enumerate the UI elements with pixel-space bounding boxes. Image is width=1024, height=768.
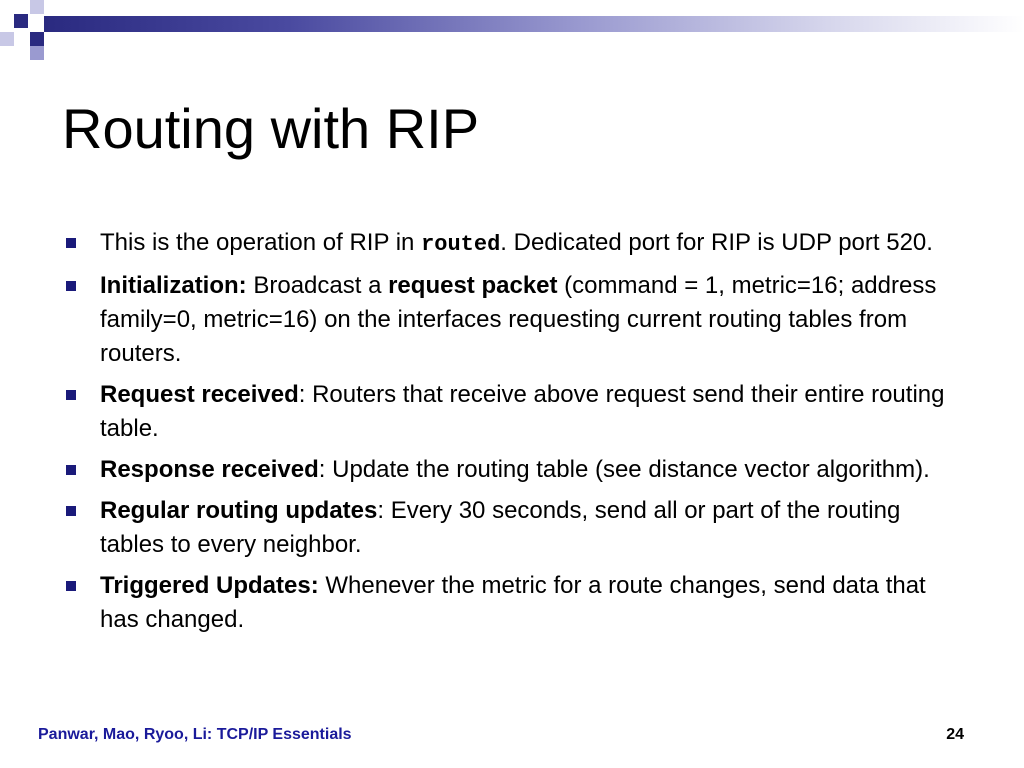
bullet-text: . Dedicated port for RIP is UDP port 520. bbox=[500, 229, 933, 256]
bullet-lead: Response received bbox=[100, 456, 319, 483]
square-bullet-icon bbox=[66, 581, 76, 591]
bullet-text: : Update the routing table (see distance vector algorithm). bbox=[318, 456, 930, 483]
square-bullet-icon bbox=[66, 506, 76, 516]
bullet-item bbox=[60, 569, 970, 637]
square-bullet-icon bbox=[66, 238, 76, 248]
bullet-item bbox=[60, 378, 970, 446]
bullet-text: : Routers that receive above request send their entire routing table. bbox=[100, 381, 945, 442]
slide-title: Routing with RIP bbox=[62, 97, 480, 160]
code-term: routed bbox=[421, 232, 501, 257]
footer-authors: Panwar, Mao, Ryoo, Li: TCP/IP Essentials bbox=[38, 726, 352, 743]
bullet-lead: Regular routing updates bbox=[100, 497, 378, 524]
bullet-list bbox=[60, 226, 970, 644]
bullet-text: Whenever the metric for a route changes, send data that has changed. bbox=[100, 572, 926, 633]
square-bullet-icon bbox=[66, 465, 76, 475]
header-gradient-bar bbox=[44, 16, 1024, 32]
bullet-item bbox=[60, 269, 970, 371]
bullet-text: : Every 30 seconds, send all or part of the routing tables to every neighbor. bbox=[100, 497, 901, 558]
bullet-lead: Initialization: bbox=[100, 272, 247, 299]
header-square bbox=[0, 32, 14, 46]
square-bullet-icon bbox=[66, 281, 76, 291]
square-bullet-icon bbox=[66, 390, 76, 400]
page-number: 24 bbox=[946, 726, 964, 743]
bullet-text: This is the operation of RIP in bbox=[100, 229, 422, 256]
bullet-item bbox=[60, 453, 970, 487]
header-square bbox=[30, 46, 44, 60]
header-square bbox=[60, 0, 74, 14]
bullet-text: (command = 1, metric=16; address family=0, metric=16) on the interfaces requesting current routing tables from routers. bbox=[100, 272, 937, 367]
header-square bbox=[30, 32, 44, 46]
header-square bbox=[14, 14, 28, 28]
bullet-item bbox=[60, 226, 970, 262]
bullet-emphasis: request packet bbox=[388, 272, 558, 299]
header-square bbox=[30, 0, 44, 14]
header-square bbox=[0, 0, 14, 14]
bullet-text: Broadcast a bbox=[246, 272, 389, 299]
bullet-lead: Triggered Updates: bbox=[100, 572, 319, 599]
bullet-lead: Request received bbox=[100, 381, 299, 408]
bullet-item bbox=[60, 494, 970, 562]
